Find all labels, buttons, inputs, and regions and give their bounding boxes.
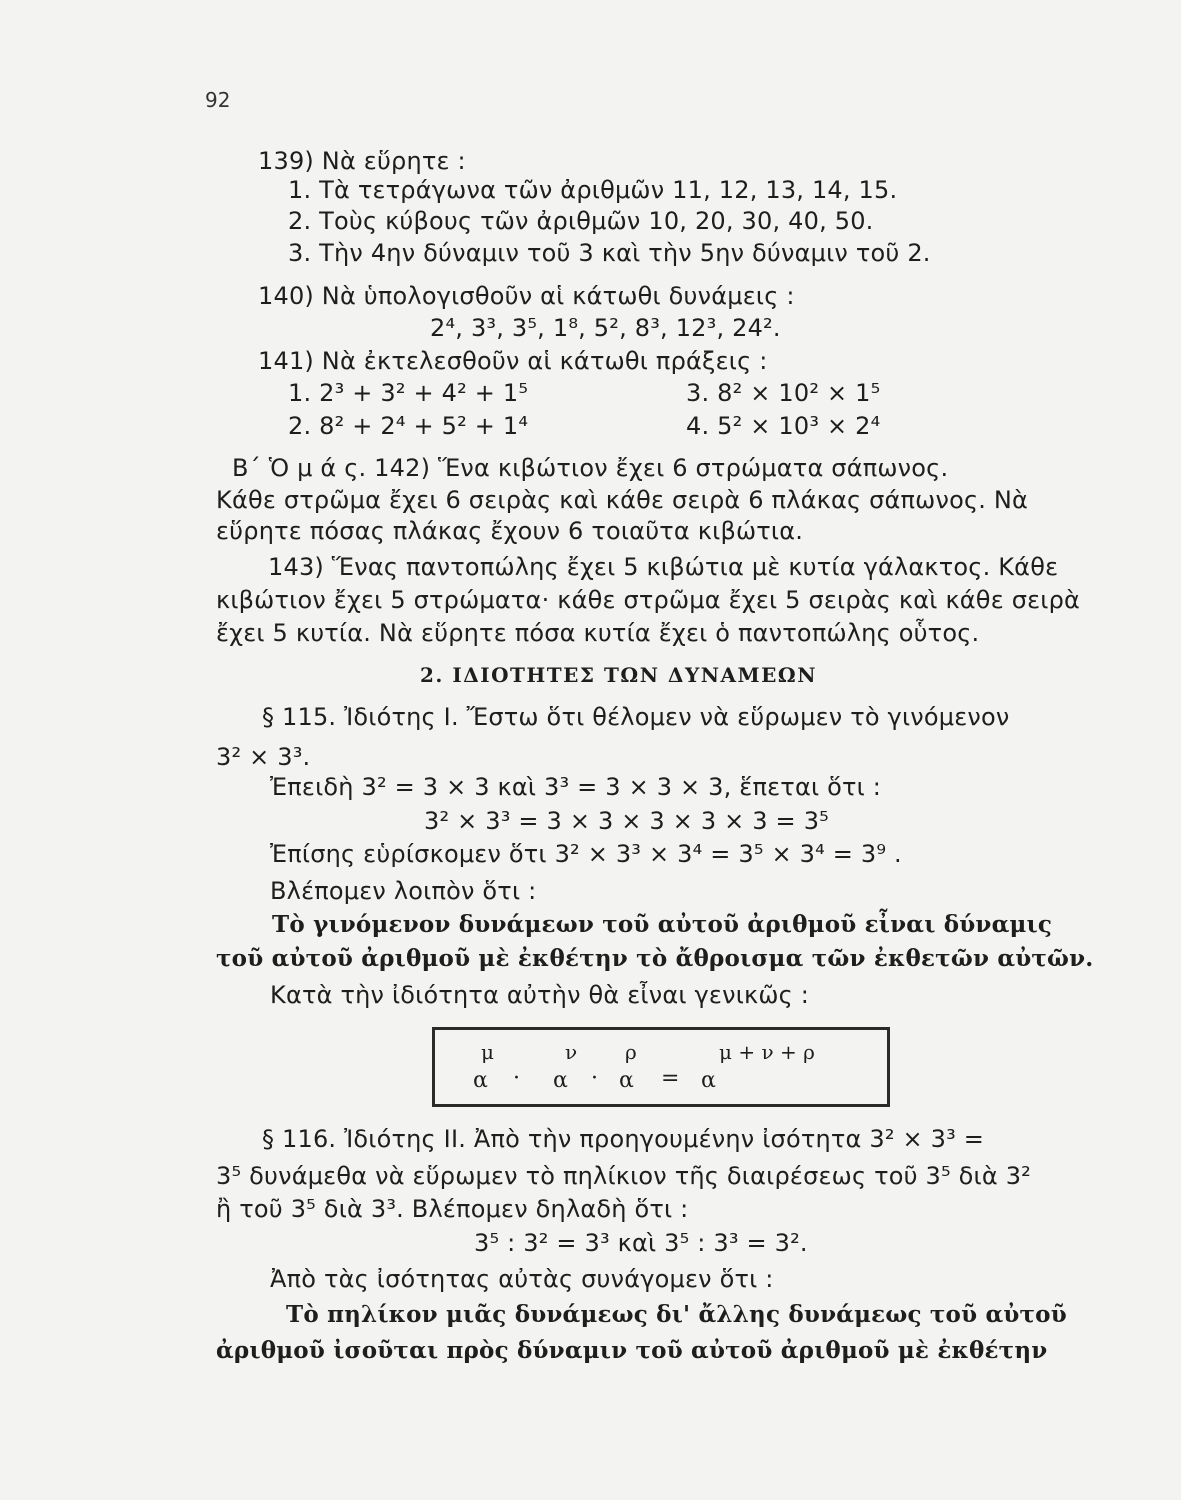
equation-product: 3² × 3³ = 3 × 3 × 3 × 3 × 3 = 3⁵ [424,807,829,835]
paragraph-115-line-3: Ἐπειδὴ 3² = 3 × 3 καὶ 3³ = 3 × 3 × 3, ἕπεται ὅτι : [270,773,882,801]
exercise-142-line-2: Κάθε στρῶμα ἔχει 6 σειρὰς καὶ κάθε σειρὰ 6 πλάκας σάπωνος. Νὰ [216,486,1029,514]
formula-exponent-mu: μ [481,1040,494,1064]
rule-2-line-1: Τὸ πηλίκον μιᾶς δυνάμεως δι' ἄλλης δυνάμεως τοῦ αὐτοῦ [286,1301,1067,1328]
exercise-139-item-1: 1. Τὰ τετράγωνα τῶν ἀριθμῶν 11, 12, 13, 14, 15. [288,176,898,204]
paragraph-115-line-2: 3² × 3³. [216,743,311,771]
formula-equals: = [661,1066,680,1091]
paragraph-115-line-1: § 115. Ἰδιότης Ι. Ἔστω ὅτι θέλομεν νὰ εὕρωμεν τὸ γινόμενον [262,703,1010,731]
group-b-exercise-142-line-1: Β΄ Ὁ μ ά ς. 142) Ἕνα κιβώτιον ἔχει 6 στρώματα σάπωνος. [232,454,949,482]
exercise-143-line-3: ἔχει 5 κυτία. Νὰ εὕρητε πόσα κυτία ἔχει ὁ παντοπώλης οὗτος. [216,619,980,647]
formula-base-3: α [619,1068,634,1093]
rule-1-line-2: τοῦ αὐτοῦ ἀριθμοῦ μὲ ἐκθέτην τὸ ἄθροισμα τῶν ἐκθετῶν αὐτῶν. [216,945,1094,972]
formula-exponent-nu: ν [565,1040,578,1064]
exercise-141-title: 141) Νὰ ἐκτελεσθοῦν αἱ κάτωθι πράξεις : [258,347,768,375]
rule-1-line-1: Τὸ γινόμενον δυνάμεων τοῦ αὐτοῦ ἀριθμοῦ εἶναι δύναμις [272,911,1053,938]
exercise-141-item-2: 2. 8² + 2⁴ + 5² + 1⁴ [288,412,529,440]
formula-base-1: α [473,1068,488,1093]
formula-exponent-rho: ρ [625,1040,637,1064]
exercise-139-item-2: 2. Τοὺς κύβους τῶν ἀριθμῶν 10, 20, 30, 40, 50. [288,207,874,235]
exercise-142-line-3: εὕρητε πόσας πλάκας ἔχουν 6 τοιαῦτα κιβώτια. [216,517,804,545]
formula-dot-1: · [513,1066,520,1091]
general-formula-box [432,1027,890,1107]
rule-2-line-2: ἀριθμοῦ ἰσοῦται πρὸς δύναμιν τοῦ αὐτοῦ ἀριθμοῦ μὲ ἐκθέτην [216,1337,1048,1364]
exercise-141-item-3: 3. 8² × 10² × 1⁵ [686,379,881,407]
formula-exponent-sum: μ + ν + ρ [719,1040,815,1064]
page-number: 92 [205,88,231,112]
exercise-140-powers: 2⁴, 3³, 3⁵, 1⁸, 5², 8³, 12³, 24². [430,314,781,342]
paragraph-116-line-3: ἢ τοῦ 3⁵ διὰ 3³. Βλέπομεν δηλαδὴ ὅτι : [216,1195,689,1223]
formula-dot-2: · [591,1066,598,1091]
exercise-141-item-4: 4. 5² × 10³ × 2⁴ [686,412,881,440]
exercise-143-line-2: κιβώτιον ἔχει 5 στρώματα· κάθε στρῶμα ἔχει 5 σειρὰς καὶ κάθε σειρὰ [216,586,1081,614]
paragraph-115-line-4: Ἐπίσης εὑρίσκομεν ὅτι 3² × 3³ × 3⁴ = 3⁵ × 3⁴ = 3⁹ . [270,840,902,868]
exercise-143-line-1: 143) Ἕνας παντοπώλης ἔχει 5 κιβώτια μὲ κυτία γάλακτος. Κάθε [268,553,1059,581]
formula-base-result: α [701,1068,716,1093]
exercise-139-item-3: 3. Τὴν 4ην δύναμιν τοῦ 3 καὶ τὴν 5ην δύναμιν τοῦ 2. [288,239,931,267]
equation-quotients: 3⁵ : 3² = 3³ καὶ 3⁵ : 3³ = 3². [474,1229,808,1257]
section-heading: 2. ΙΔΙΟΤΗΤΕΣ ΤΩΝ ΔΥΝΑΜΕΩΝ [420,663,817,687]
exercise-139-title: 139) Νὰ εὕρητε : [258,147,466,175]
paragraph-116-line-4: Ἀπὸ τὰς ἰσότητας αὐτὰς συνάγομεν ὅτι : [270,1265,774,1293]
paragraph-115-line-6: Κατὰ τὴν ἰδιότητα αὐτὴν θὰ εἶναι γενικῶς : [270,981,810,1009]
exercise-140-title: 140) Νὰ ὑπολογισθοῦν αἱ κάτωθι δυνάμεις : [258,282,795,310]
paragraph-116-line-1: § 116. Ἰδιότης ΙΙ. Ἀπὸ τὴν προηγουμένην ἰσότητα 3² × 3³ = [262,1125,985,1153]
paragraph-115-line-5: Βλέπομεν λοιπὸν ὅτι : [270,877,537,905]
formula-base-2: α [553,1068,568,1093]
exercise-141-item-1: 1. 2³ + 3² + 4² + 1⁵ [288,379,529,407]
paragraph-116-line-2: 3⁵ δυνάμεθα νὰ εὕρωμεν τὸ πηλίκιον τῆς διαιρέσεως τοῦ 3⁵ διὰ 3² [216,1162,1031,1190]
